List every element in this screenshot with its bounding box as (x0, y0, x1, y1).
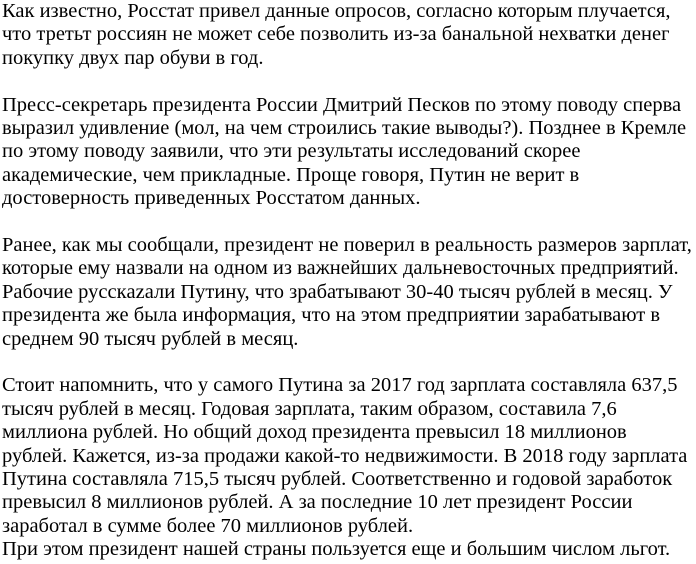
text-line: Пресс-секретарь президента России Дмитрий Песков по этому поводу сперва (2, 93, 682, 116)
text-line: среднем 90 тысяч рублей в месяц. (2, 327, 299, 350)
paragraph-2 (2, 94, 694, 211)
paragraph-gap (2, 70, 694, 93)
article-body (2, 0, 694, 562)
text-line: заработал в сумме более 70 миллионов рублей. (2, 514, 414, 537)
text-line: Стоит напомнить, что у самого Путина за 2017 год зарплата составляла 637,5 (2, 374, 678, 397)
text-line: которые ему назвали на одном из важнейших дальневосточных предприятий. (2, 257, 679, 280)
paragraph-3 (2, 234, 694, 351)
paragraph-gap (2, 211, 694, 234)
text-line: превысил 8 миллионов рублей. А за последние 10 лет президент России (2, 491, 633, 514)
text-line: Рабочие русскazали Путину, что зрабатывают 30-40 тысяч рублей в месяц. У (2, 280, 673, 303)
text-line: достоверность приведенных Росстатом данных. (2, 187, 421, 210)
text-line: Ранее, как мы сообщали, президент не поверил в реальность размеров зарплат, (2, 234, 692, 257)
text-line: миллиона рублей. Но общий доход президента превысил 18 миллионов (2, 421, 627, 444)
text-line: президента же была информация, что на этом предприятии зарабатывают в (2, 304, 661, 327)
text-line: При этом президент нашей страны пользуется еще и большим числом льгот. (2, 538, 671, 561)
text-line: что третьт россиян не может себе позволить из-за банальной нехватки денег (2, 23, 670, 46)
text-line: Как известно, Росстат привел данные опросов, согласно которым плучается, (2, 0, 671, 22)
paragraph-1 (2, 0, 694, 70)
text-line: покупку двух пар обуви в год. (2, 46, 264, 69)
text-line: академические, чем прикладные. Проще говоря, Путин не верит в (2, 163, 580, 186)
paragraph-4 (2, 374, 694, 561)
text-line: рублей. Кажется, из-за продажи какой-то недвижимости. В 2018 году зарплата (2, 444, 688, 467)
text-line: Путина составляла 715,5 тысяч рублей. Соответственно и годовой заработок (2, 468, 673, 491)
text-line: тысяч рублей в месяц. Годовая зарплата, таким образом, составила 7,6 (2, 397, 617, 420)
text-line: выразил удивление (мол, на чем строились такие выводы?). Позднее в Кремле (2, 117, 687, 140)
text-line: по этому поводу заявили, что эти результаты исследований скорее (2, 140, 581, 163)
paragraph-gap (2, 351, 694, 374)
